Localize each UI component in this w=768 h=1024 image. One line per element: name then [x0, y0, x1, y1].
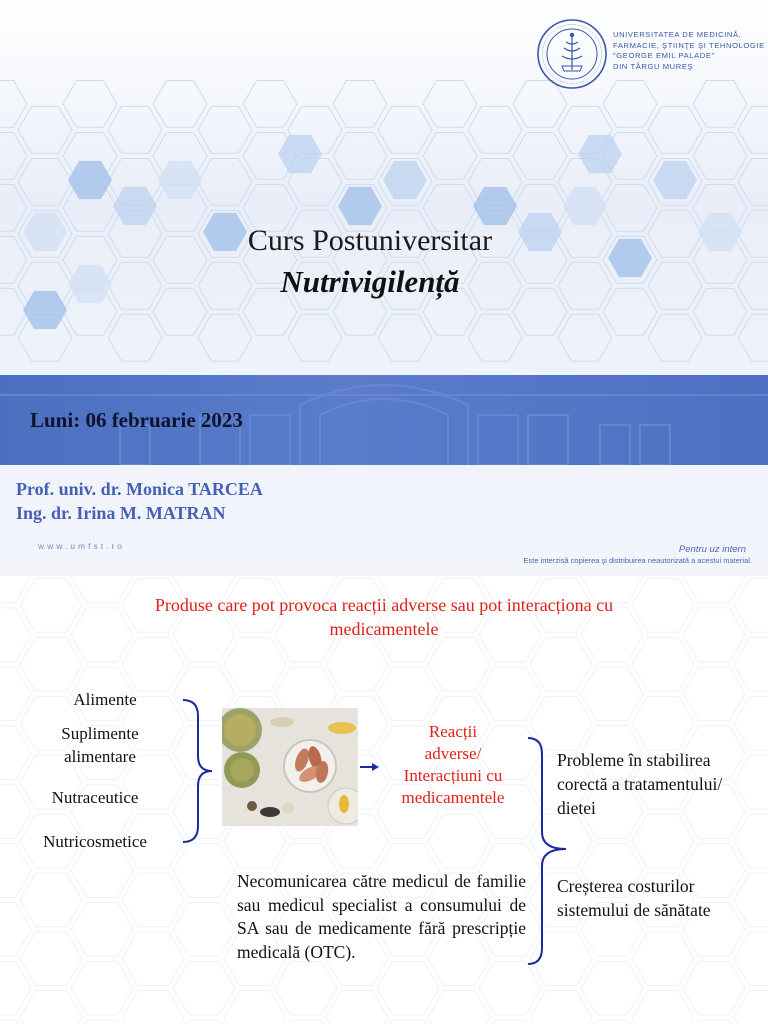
product-nutricosmetics: Nutricosmetice — [43, 832, 147, 851]
author-2: Ing. dr. Irina M. MATRAN — [16, 503, 226, 523]
slide-title: Produse care pot provoca reacții adverse sau pot interacționa cu medicamentele — [154, 595, 614, 639]
course-subtitle: Nutrivigilență — [280, 264, 460, 299]
right-brace-icon — [528, 738, 566, 964]
product-aliments: Alimente — [73, 690, 137, 709]
hexagon-decoration — [578, 135, 622, 173]
copyright-note: Este interzisă copierea şi distribuirea neautorizată a acestui material. — [523, 556, 752, 565]
product-supplements: Suplimente alimentare — [61, 724, 139, 766]
hexagon-decoration — [383, 161, 427, 199]
hexagon-decoration — [113, 187, 157, 225]
course-title: Curs Postuniversitar — [247, 224, 493, 257]
content-slide — [0, 576, 768, 1024]
hexagon-decoration — [338, 187, 382, 225]
diagram-connectors — [0, 576, 768, 1024]
hexagon-decoration — [158, 161, 202, 199]
hexagon-decoration — [653, 161, 697, 199]
health-costs-label: Creșterea costurilor sistemului de sănătate — [557, 876, 711, 920]
hexagon-decoration — [68, 161, 112, 199]
author-1: Prof. univ. dr. Monica TARCEA — [16, 479, 263, 499]
non-communication-text: Necomunicarea către medicul de familie sau medicul specialist a consumului de SA sau de medicamente fără prescripție medicală (OTC). — [237, 871, 526, 962]
lecture-date: Luni: 06 februarie 2023 — [30, 408, 243, 432]
product-nutraceuticals: Nutraceutice — [51, 788, 139, 807]
university-seal-logo — [536, 18, 608, 90]
internal-use-note: Pentru uz intern — [678, 544, 746, 555]
hexagon-decoration — [278, 135, 322, 173]
hexagon-decoration — [563, 187, 607, 225]
treatment-problems-label: Probleme în stabilirea corectă a tratamentului/ dietei — [557, 750, 723, 818]
hexagon-decoration — [473, 187, 517, 225]
adverse-reactions-label: Reacții adverse/ Interacțiuni cu medicamentele — [401, 722, 505, 807]
university-name: UNIVERSITATEA DE MEDICINĂ, FARMACIE, ŞTIINŢE ŞI TEHNOLOGIE "GEORGE EMIL PALADE" DIN TÂRGU MUREŞ — [613, 30, 765, 71]
website-link[interactable]: www.umfst.ro — [38, 541, 126, 551]
left-brace-icon — [183, 700, 212, 842]
